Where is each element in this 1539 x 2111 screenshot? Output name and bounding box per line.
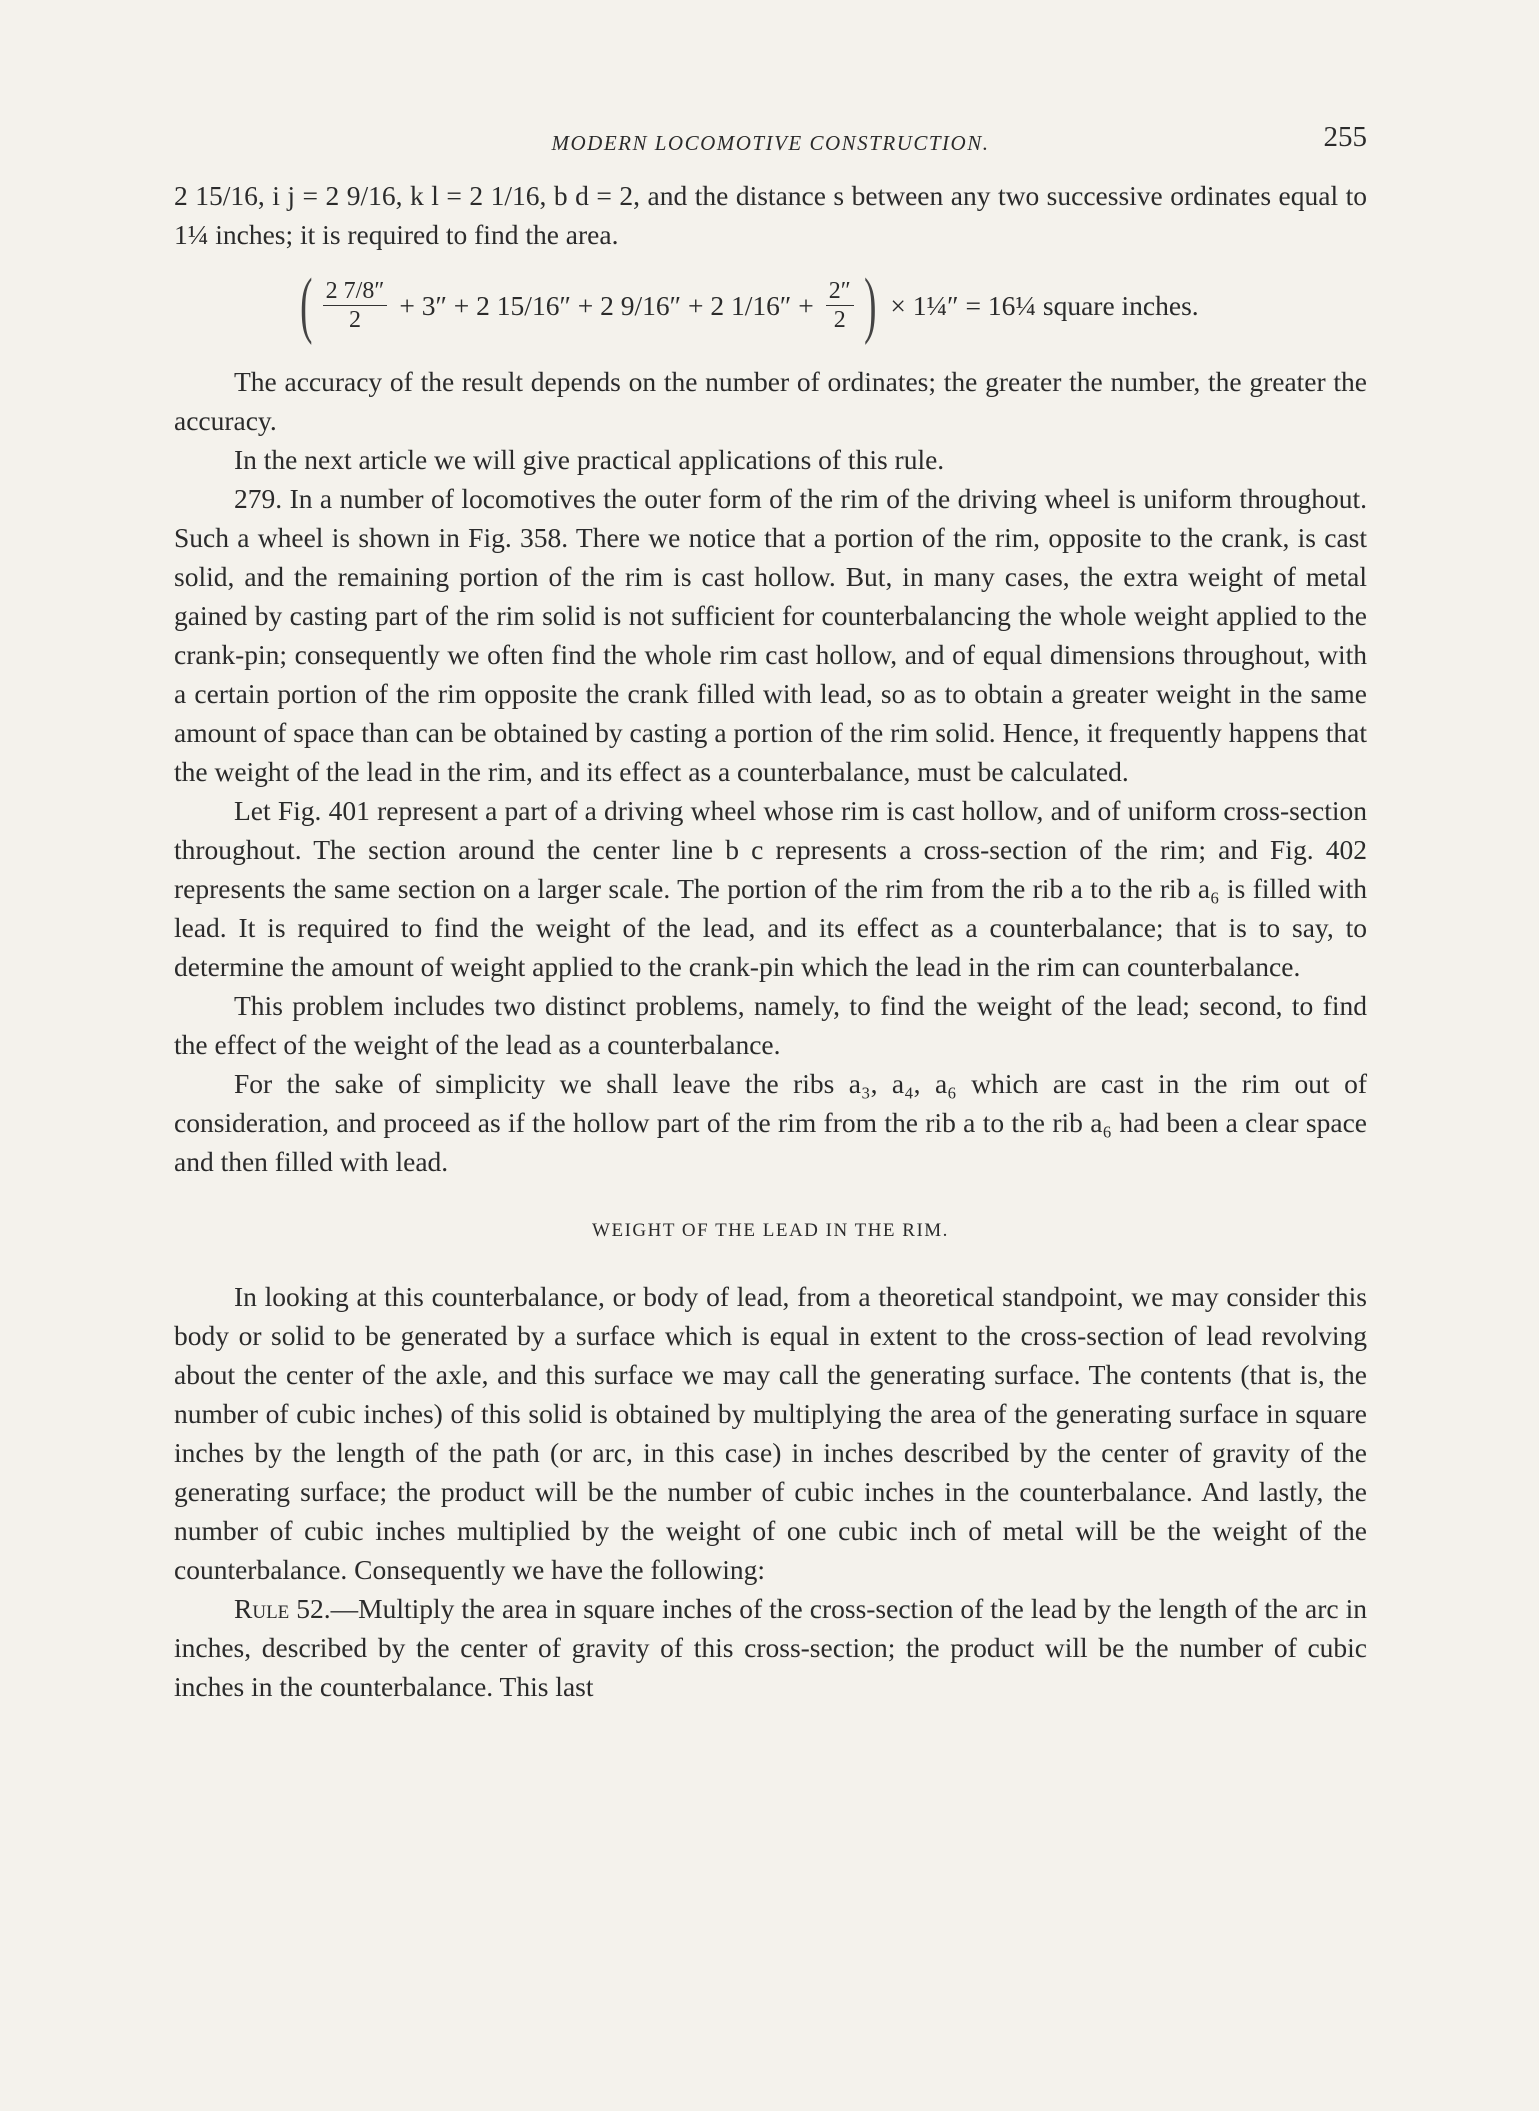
paragraph-problem: This problem includes two distinct problems, namely, to find the weight of the lead; second, to find the effect of the weight of the lead as a counterbalance. — [174, 990, 1367, 1060]
running-header — [174, 118, 1367, 162]
last-denominator: 2 — [833, 306, 846, 333]
last-ordinate-fraction — [826, 277, 854, 334]
middle-ordinates: + 3″ + 2 15/16″ + 2 9/16″ + 2 1/16″ + — [399, 289, 814, 321]
paragraph-rule-52 — [174, 1589, 1367, 1706]
right-parenthesis: ) — [863, 264, 877, 346]
paragraph-279: 279. In a number of locomotives the outer form of the rim of the driving wheel is uniform throughout. Such a wheel is shown in Fig. 358. There we notice that a portion of the rim, opposite to the crank, is cast solid, and the remaining portion of the rim is cast hollow. But, in many cases, the extra weight of metal gained by casting part of the rim solid is not sufficient for counterbalancing the whole weight applied to the crank-pin; consequently we often find the whole rim cast hollow, and of equal dimensions throughout, with a certain portion of the rim opposite the crank filled with lead, so as to obtain a greater weight in the same amount of space than can be obtained by casting a portion of the rim solid. Hence, it frequently happens that the weight of the lead in the rim, and its effect as a counterbalance, must be calculated. — [174, 483, 1367, 787]
last-numerator: 2″ — [826, 277, 854, 306]
paragraph-simplicity: For the sake of simplicity we shall leave the ribs a₃, a₄, a₆ which are cast in the rim out of consideration, and proceed as if the hollow part of the rim from the rib a to the rib a₆ had been a clear space and then filled with lead. — [174, 1068, 1367, 1177]
formula-result: × 1¼″ = 16¼ square inches. — [890, 289, 1199, 321]
page-number: 255 — [1323, 121, 1367, 153]
area-formula — [294, 264, 1367, 346]
first-ordinate-fraction — [323, 277, 388, 334]
section-heading: WEIGHT OF THE LEAD IN THE RIM. — [592, 1220, 949, 1241]
book-page — [174, 118, 1367, 1706]
paragraph-fig401: Let Fig. 401 represent a part of a driving wheel whose rim is cast hollow, and of uniform cross-section throughout. The section around the center line b c represents a cross-section of the rim; and Fig. 402 represents the same section on a larger scale. The portion of the rim from the rib a to the rib a₆ is filled with lead. It is required to find the weight of the lead, and its effect as a counterbalance; that is to say, to determine the amount of weight applied to the crank-pin which the lead in the rim can counterbalance. — [174, 795, 1367, 982]
rule-text: —Multiply the area in square inches of the cross-section of the lead by the length of the arc in inches, described by the center of gravity of this cross-section; the product will be the number of cubic inches in the counterbalance. This last — [174, 1593, 1367, 1702]
first-denominator: 2 — [348, 306, 361, 333]
paragraph-theoretical: In looking at this counterbalance, or body of lead, from a theoretical standpoint, we may consider this body or solid to be generated by a surface which is equal in extent to the cross-section of lead revolving about the center of the axle, and this surface we may call the generating surface. The contents (that is, the number of cubic inches) of this solid is obtained by multiplying the area of the generating surface in square inches by the length of the path (or arc, in this case) in inches described by the center of gravity of the generating surface; the product will be the number of cubic inches in the counterbalance. And lastly, the number of cubic inches multiplied by the weight of one cubic inch of metal will be the weight of the counterbalance. Consequently we have the following: — [174, 1281, 1367, 1585]
paragraph-accuracy: The accuracy of the result depends on the number of ordinates; the greater the number, the greater the accuracy. — [174, 366, 1367, 436]
running-title: MODERN LOCOMOTIVE CONSTRUCTION. — [551, 131, 990, 155]
paragraph-next-article: In the next article we will give practical applications of this rule. — [234, 444, 945, 475]
left-parenthesis: ( — [300, 264, 313, 346]
paragraph-intro: 2 15/16, i j = 2 9/16, k l = 2 1/16, b d = 2, and the distance s between any two successive ordinates equal to 1¼ inches; it is required to find the area. — [174, 180, 1367, 250]
first-numerator: 2 7/8″ — [323, 277, 388, 306]
rule-label: Rule 52. — [234, 1593, 331, 1624]
